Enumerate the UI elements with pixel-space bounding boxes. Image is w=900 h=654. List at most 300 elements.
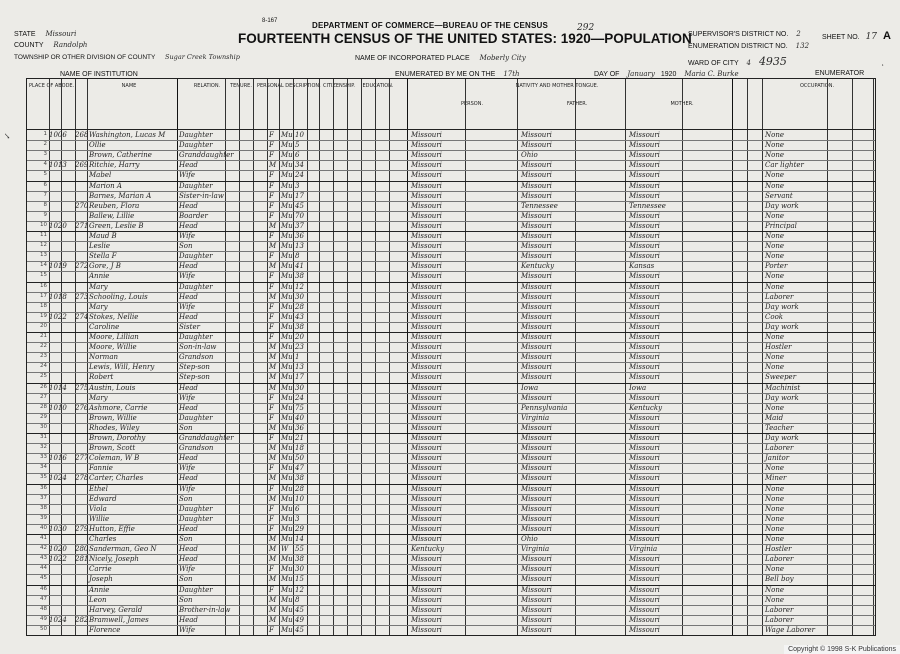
name-cell: Sanderman, Geo N	[89, 545, 157, 554]
birthplace-cell: Missouri	[411, 211, 442, 220]
sex-cell: M	[269, 575, 277, 584]
family-cell: 273	[75, 292, 89, 301]
margin-mark: ·	[876, 63, 887, 67]
lnum-cell: 34	[40, 464, 47, 471]
name-cell: Moore, Lillian	[89, 333, 139, 341]
name-cell: Fannie	[89, 464, 113, 473]
occupation-cell: None	[765, 484, 784, 493]
mother-birthplace-cell: Missouri	[629, 373, 660, 382]
incorporated-place-field	[355, 54, 526, 62]
relation-cell: Wife	[179, 464, 196, 473]
race-cell: Mu	[281, 191, 293, 200]
mother-birthplace-cell: Missouri	[629, 393, 660, 402]
father-birthplace-cell: Missouri	[521, 343, 552, 352]
state-value: Missouri	[45, 30, 77, 38]
lnum-cell: 16	[40, 282, 47, 289]
birthplace-cell: Missouri	[411, 464, 442, 473]
occupation-cell: None	[765, 595, 784, 604]
age-cell: 47	[295, 464, 304, 473]
incorporated-label: NAME OF INCORPORATED PLACE	[355, 55, 470, 62]
lnum-cell: 30	[40, 423, 47, 430]
sex-cell: F	[269, 302, 274, 311]
sex-cell: M	[269, 161, 277, 170]
relation-cell: Wife	[179, 484, 196, 493]
lnum-cell: 37	[40, 494, 47, 501]
mother-birthplace-cell: Missouri	[629, 454, 660, 463]
lnum-cell: 9	[43, 211, 47, 218]
name-cell: Ollie	[89, 141, 106, 150]
birthplace-cell: Missouri	[411, 383, 442, 392]
birthplace-cell: Missouri	[411, 292, 442, 301]
relation-cell: Daughter	[179, 282, 213, 291]
house-cell: 1019	[49, 262, 67, 271]
father-birthplace-cell: Missouri	[521, 211, 552, 220]
col-education: EDUCATION.	[362, 83, 394, 89]
age-cell: 37	[295, 221, 304, 230]
occupation-cell: Hostler	[765, 343, 792, 352]
lnum-cell: 23	[40, 353, 47, 360]
birthplace-cell: Missouri	[411, 535, 442, 543]
relation-cell: Daughter	[179, 141, 213, 150]
father-birthplace-cell: Missouri	[521, 464, 552, 473]
sex-cell: F	[269, 434, 274, 442]
race-cell: Mu	[281, 151, 293, 160]
race-cell: Mu	[281, 413, 293, 422]
name-cell: Nicely, Joseph	[89, 555, 139, 564]
birthplace-cell: Kentucky	[411, 545, 445, 554]
birthplace-cell: Missouri	[411, 474, 442, 483]
mother-birthplace-cell: Missouri	[629, 595, 660, 604]
age-cell: 21	[295, 434, 304, 442]
birthplace-cell: Missouri	[411, 423, 442, 432]
relation-cell: Son-in-law	[179, 343, 217, 352]
mother-birthplace-cell: Missouri	[629, 302, 660, 311]
occupation-cell: Janitor	[765, 454, 790, 463]
relation-cell: Head	[179, 292, 198, 301]
sex-cell: M	[269, 242, 277, 251]
relation-cell: Daughter	[179, 504, 213, 513]
mother-birthplace-cell: Missouri	[629, 585, 660, 594]
father-birthplace-cell: Missouri	[521, 373, 552, 382]
age-cell: 55	[295, 545, 304, 554]
sex-cell: F	[269, 565, 274, 574]
race-cell: Mu	[281, 605, 293, 614]
occupation-cell: None	[765, 181, 784, 190]
supervisor-field	[688, 30, 801, 38]
family-cell: 270	[75, 201, 89, 210]
father-birthplace-cell: Virginia	[521, 545, 550, 554]
occupation-cell: Servant	[765, 191, 793, 200]
age-cell: 17	[295, 191, 304, 200]
age-cell: 50	[295, 454, 304, 463]
sex-cell: F	[269, 131, 274, 139]
mother-birthplace-cell: Missouri	[629, 434, 660, 442]
race-cell: Mu	[281, 262, 293, 271]
relation-cell: Head	[179, 615, 198, 624]
age-cell: 23	[295, 343, 304, 352]
birthplace-cell: Missouri	[411, 393, 442, 402]
age-cell: 75	[295, 403, 304, 412]
father-birthplace-cell: Missouri	[521, 615, 552, 624]
race-cell: Mu	[281, 565, 293, 574]
lnum-cell: 20	[40, 322, 47, 329]
father-birthplace-cell: Missouri	[521, 191, 552, 200]
relation-cell: Step-son	[179, 363, 210, 372]
occupation-cell: None	[765, 363, 784, 372]
mother-birthplace-cell: Missouri	[629, 252, 660, 261]
father-birthplace-cell: Virginia	[521, 413, 550, 422]
row-rule	[27, 635, 875, 636]
lnum-cell: 39	[40, 514, 47, 521]
sex-cell: M	[269, 444, 277, 453]
name-cell: Coleman, W B	[89, 454, 140, 463]
col-occupation: OCCUPATION.	[799, 83, 835, 89]
age-cell: 28	[295, 302, 304, 311]
house-cell: 1020	[49, 221, 67, 230]
name-cell: Reuben, Flora	[89, 201, 140, 210]
age-cell: 8	[295, 595, 300, 604]
race-cell: Mu	[281, 393, 293, 402]
occupation-cell: Laborer	[765, 444, 794, 453]
lnum-cell: 47	[40, 595, 47, 602]
age-cell: 36	[295, 423, 304, 432]
father-birthplace-cell: Missouri	[521, 555, 552, 564]
family-cell: 279	[75, 524, 89, 533]
col-personal: PERSONAL DESCRIPTION.	[257, 83, 321, 89]
relation-cell: Head	[179, 454, 198, 463]
name-cell: Florence	[89, 625, 121, 634]
mother-birthplace-cell: Missouri	[629, 292, 660, 301]
birthplace-cell: Missouri	[411, 605, 442, 614]
enumerated-label: ENUMERATED BY ME ON THE	[395, 71, 496, 78]
name-cell: Norman	[89, 353, 119, 362]
father-birthplace-cell: Ohio	[521, 151, 538, 160]
sex-cell: F	[269, 282, 274, 291]
mother-birthplace-cell: Missouri	[629, 242, 660, 251]
age-cell: 13	[295, 242, 304, 251]
birthplace-cell: Missouri	[411, 595, 442, 604]
sex-cell: F	[269, 151, 274, 160]
race-cell: Mu	[281, 524, 293, 533]
birthplace-cell: Missouri	[411, 413, 442, 422]
lnum-cell: 7	[43, 191, 47, 198]
father-birthplace-cell: Missouri	[521, 242, 552, 251]
family-cell: 282	[75, 615, 89, 624]
occupation-cell: None	[765, 252, 784, 261]
lnum-cell: 17	[40, 292, 47, 299]
occupation-cell: Miner	[765, 474, 787, 483]
header-rule	[27, 129, 875, 130]
margin-number: 4935	[758, 55, 787, 68]
lnum-cell: 15	[40, 272, 47, 279]
relation-cell: Head	[179, 383, 198, 392]
race-cell: Mu	[281, 454, 293, 463]
mother-birthplace-cell: Missouri	[629, 343, 660, 352]
birthplace-cell: Missouri	[411, 444, 442, 453]
relation-cell: Granddaughter	[179, 151, 234, 160]
col-name: NAME	[121, 83, 137, 89]
birthplace-cell: Missouri	[411, 363, 442, 372]
birthplace-cell: Missouri	[411, 151, 442, 160]
mother-birthplace-cell: Missouri	[629, 131, 660, 139]
race-cell: Mu	[281, 373, 293, 382]
relation-cell: Head	[179, 161, 198, 170]
lnum-cell: 27	[40, 393, 47, 400]
lnum-cell: 4	[43, 161, 47, 168]
relation-cell: Head	[179, 524, 198, 533]
mother-birthplace-cell: Missouri	[629, 575, 660, 584]
sex-cell: M	[269, 353, 277, 362]
occupation-cell: None	[765, 272, 784, 281]
relation-cell: Daughter	[179, 181, 213, 190]
mother-birthplace-cell: Missouri	[629, 221, 660, 230]
race-cell: Mu	[281, 333, 293, 341]
township-field	[14, 53, 240, 61]
house-cell: 1030	[49, 524, 67, 533]
occupation-cell: Wage Laborer	[765, 625, 815, 634]
occupation-cell: Cook	[765, 312, 784, 321]
race-cell: Mu	[281, 484, 293, 493]
mother-birthplace-cell: Missouri	[629, 504, 660, 513]
family-cell: 271	[75, 221, 89, 230]
father-birthplace-cell: Missouri	[521, 454, 552, 463]
sex-cell: M	[269, 292, 277, 301]
sex-cell: F	[269, 211, 274, 220]
occupation-cell: Day work	[765, 434, 799, 442]
race-cell: Mu	[281, 312, 293, 321]
age-cell: 12	[295, 585, 304, 594]
sex-cell: F	[269, 191, 274, 200]
relation-cell: Son	[179, 595, 193, 604]
name-cell: Hutton, Effie	[89, 524, 135, 533]
enumerated-day: 17th	[503, 70, 520, 78]
name-cell: Mabel	[89, 171, 112, 180]
supervisor-label: SUPERVISOR'S DISTRICT NO.	[688, 31, 789, 38]
age-cell: 24	[295, 171, 304, 180]
occupation-cell: None	[765, 504, 784, 513]
race-cell: Mu	[281, 363, 293, 372]
lnum-cell: 26	[40, 383, 47, 390]
sex-cell: F	[269, 524, 274, 533]
occupation-cell: None	[765, 151, 784, 160]
race-cell: Mu	[281, 131, 293, 139]
name-cell: Mary	[89, 393, 108, 402]
sex-cell: F	[269, 171, 274, 180]
mother-birthplace-cell: Missouri	[629, 191, 660, 200]
sex-cell: M	[269, 545, 277, 554]
name-cell: Stokes, Nellie	[89, 312, 139, 321]
relation-cell: Head	[179, 221, 198, 230]
enum-district-label: ENUMERATION DISTRICT NO.	[688, 43, 788, 50]
house-cell: 1024	[49, 474, 67, 483]
race-cell: Mu	[281, 171, 293, 180]
birthplace-cell: Missouri	[411, 221, 442, 230]
enumeration-date	[395, 70, 520, 78]
lnum-cell: 41	[40, 535, 47, 541]
race-cell: Mu	[281, 201, 293, 210]
sex-cell: F	[269, 514, 274, 523]
birthplace-cell: Missouri	[411, 242, 442, 251]
ward-value: 4	[746, 59, 751, 67]
race-cell: Mu	[281, 272, 293, 281]
birthplace-cell: Missouri	[411, 141, 442, 150]
sex-cell: F	[269, 585, 274, 594]
race-cell: Mu	[281, 514, 293, 523]
birthplace-cell: Missouri	[411, 262, 442, 271]
lnum-cell: 29	[40, 413, 47, 420]
age-cell: 10	[295, 131, 304, 139]
lnum-cell: 42	[40, 545, 47, 552]
county-label: COUNTY	[14, 42, 44, 49]
enumerator-signature: Maria C. Burke	[684, 70, 739, 78]
occupation-cell: Car lighter	[765, 161, 804, 170]
age-cell: 13	[295, 363, 304, 372]
family-cell: 268	[75, 131, 89, 139]
mother-birthplace-cell: Missouri	[629, 494, 660, 503]
relation-cell: Wife	[179, 625, 196, 634]
mother-birthplace-cell: Missouri	[629, 211, 660, 220]
name-cell: Viola	[89, 504, 107, 513]
father-birthplace-cell: Kentucky	[521, 262, 555, 271]
father-birthplace-cell: Missouri	[521, 565, 552, 574]
sex-cell: F	[269, 504, 274, 513]
mother-birthplace-cell: Missouri	[629, 423, 660, 432]
township-label: TOWNSHIP OR OTHER DIVISION OF COUNTY	[14, 54, 156, 61]
department-heading: DEPARTMENT OF COMMERCE—BUREAU OF THE CENSUS	[312, 21, 549, 30]
name-cell: Harvey, Gerald	[89, 605, 143, 614]
name-cell: Willie	[89, 514, 110, 523]
sex-cell: M	[269, 363, 277, 372]
race-cell: Mu	[281, 504, 293, 513]
occupation-cell: None	[765, 131, 784, 139]
occupation-cell: Laborer	[765, 555, 794, 564]
lnum-cell: 35	[40, 474, 47, 481]
birthplace-cell: Missouri	[411, 434, 442, 442]
name-cell: Barnes, Marian A	[89, 191, 152, 200]
birthplace-cell: Missouri	[411, 161, 442, 170]
father-birthplace-cell: Missouri	[521, 504, 552, 513]
father-birthplace-cell: Missouri	[521, 282, 552, 291]
age-cell: 49	[295, 615, 304, 624]
col-place-of-abode: PLACE OF ABODE.	[29, 83, 75, 89]
lnum-cell: 12	[40, 242, 47, 249]
township-value: Sugar Creek Township	[165, 53, 240, 61]
sex-cell: M	[269, 494, 277, 503]
occupation-cell: None	[765, 333, 784, 341]
age-cell: 38	[295, 272, 304, 281]
mother-birthplace-cell: Missouri	[629, 474, 660, 483]
race-cell: Mu	[281, 221, 293, 230]
year-value: 1920	[660, 71, 677, 78]
relation-cell: Sister	[179, 322, 200, 331]
sex-cell: F	[269, 625, 274, 634]
relation-cell: Daughter	[179, 413, 213, 422]
birthplace-cell: Missouri	[411, 565, 442, 574]
age-cell: 29	[295, 524, 304, 533]
col-nativity: NATIVITY AND MOTHER TONGUE.	[515, 83, 599, 89]
age-cell: 6	[295, 151, 300, 160]
age-cell: 5	[295, 141, 300, 150]
mother-birthplace-cell: Missouri	[629, 625, 660, 634]
father-birthplace-cell: Tennessee	[521, 201, 558, 210]
birthplace-cell: Missouri	[411, 615, 442, 624]
mother-birthplace-cell: Missouri	[629, 141, 660, 150]
sex-cell: M	[269, 423, 277, 432]
name-cell: Moore, Willie	[89, 343, 137, 352]
mother-birthplace-cell: Missouri	[629, 322, 660, 331]
name-cell: Mary	[89, 302, 108, 311]
sex-cell: M	[269, 343, 277, 352]
relation-cell: Head	[179, 201, 198, 210]
sex-cell: M	[269, 383, 277, 392]
name-cell: Washington, Lucas M	[89, 131, 166, 139]
race-cell: Mu	[281, 292, 293, 301]
form-number: 8-167	[262, 18, 278, 24]
age-cell: 6	[295, 504, 300, 513]
birthplace-cell: Missouri	[411, 232, 442, 240]
occupation-cell: Laborer	[765, 292, 794, 301]
occupation-cell: None	[765, 524, 784, 533]
ward-label: WARD OF CITY	[688, 60, 739, 67]
relation-cell: Boarder	[179, 211, 208, 220]
relation-cell: Son	[179, 423, 193, 432]
occupation-cell: Sweeper	[765, 373, 797, 382]
name-cell: Rhodes, Wiley	[89, 423, 140, 432]
occupation-cell: None	[765, 141, 784, 150]
name-cell: Brown, Willie	[89, 413, 137, 422]
lnum-cell: 28	[40, 403, 47, 410]
lnum-cell: 40	[40, 524, 47, 531]
race-cell: Mu	[281, 434, 293, 442]
age-cell: 45	[295, 625, 304, 634]
name-cell: Gore, J B	[89, 262, 121, 271]
age-cell: 17	[295, 373, 304, 382]
relation-cell: Grandson	[179, 353, 214, 362]
sex-cell: F	[269, 393, 274, 402]
name-cell: Annie	[89, 272, 110, 281]
house-cell: 1013	[49, 161, 67, 170]
sex-cell: M	[269, 615, 277, 624]
birthplace-cell: Missouri	[411, 201, 442, 210]
relation-cell: Daughter	[179, 585, 213, 594]
sex-cell: M	[269, 535, 277, 543]
birthplace-cell: Missouri	[411, 484, 442, 493]
birthplace-cell: Missouri	[411, 555, 442, 564]
mother-birthplace-cell: Missouri	[629, 171, 660, 180]
institution-field	[60, 71, 138, 78]
family-cell: 280	[75, 545, 89, 554]
age-cell: 45	[295, 201, 304, 210]
father-birthplace-cell: Missouri	[521, 514, 552, 523]
lnum-cell: 1	[43, 131, 47, 137]
occupation-cell: Maid	[765, 413, 784, 422]
race-cell: Mu	[281, 282, 293, 291]
birthplace-cell: Missouri	[411, 343, 442, 352]
age-cell: 15	[295, 575, 304, 584]
name-cell: Brown, Catherine	[89, 151, 152, 160]
race-cell: Mu	[281, 494, 293, 503]
father-birthplace-cell: Missouri	[521, 322, 552, 331]
race-cell: Mu	[281, 211, 293, 220]
lnum-cell: 32	[40, 444, 47, 451]
family-cell: 272	[75, 262, 89, 271]
birthplace-cell: Missouri	[411, 625, 442, 634]
lnum-cell: 50	[40, 625, 47, 632]
mother-birthplace-cell: Missouri	[629, 464, 660, 473]
age-cell: 14	[295, 535, 304, 543]
mother-birthplace-cell: Missouri	[629, 524, 660, 533]
ward-field	[688, 55, 787, 68]
